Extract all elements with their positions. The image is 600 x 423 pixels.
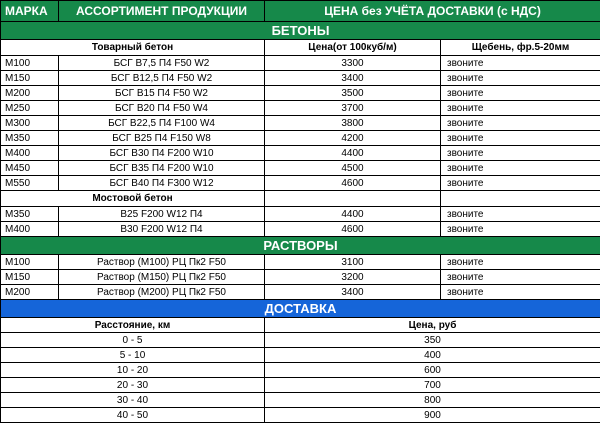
distance-cell: 5 - 10 xyxy=(1,348,265,363)
grade-cell: М150 xyxy=(1,270,59,285)
table-row xyxy=(1,101,600,116)
grade-cell: М300 xyxy=(1,116,59,131)
grade-cell: М150 xyxy=(1,71,59,86)
distance-cell: 40 - 50 xyxy=(1,408,265,423)
product-cell: БСГ В30 П4 F200 W10 xyxy=(59,146,265,161)
grade-cell: М100 xyxy=(1,255,59,270)
gravel-cell: звоните xyxy=(441,131,600,146)
delivery-row xyxy=(1,393,600,408)
section-delivery-title: ДОСТАВКА xyxy=(1,300,600,318)
header-product: АССОРТИМЕНТ ПРОДУКЦИИ xyxy=(59,1,265,22)
grade-cell: М400 xyxy=(1,146,59,161)
delivery-price-cell: 700 xyxy=(265,378,600,393)
grade-cell: М550 xyxy=(1,176,59,191)
gravel-cell: звоните xyxy=(441,176,600,191)
table-row xyxy=(1,207,600,222)
gravel-cell: звоните xyxy=(441,222,600,237)
gravel-cell: звоните xyxy=(441,285,600,300)
header-grade: МАРКА xyxy=(1,1,59,22)
delivery-distance-header: Расстояние, км xyxy=(1,318,265,333)
price-cell: 4200 xyxy=(265,131,441,146)
product-cell: БСГ В22,5 П4 F100 W4 xyxy=(59,116,265,131)
table-row xyxy=(1,131,600,146)
section-concrete xyxy=(1,22,600,40)
table-row xyxy=(1,255,600,270)
product-cell: БСГ В20 П4 F50 W4 xyxy=(59,101,265,116)
gravel-cell: звоните xyxy=(441,116,600,131)
table-row xyxy=(1,285,600,300)
product-cell: БСГ В40 П4 F300 W12 xyxy=(59,176,265,191)
delivery-price-cell: 350 xyxy=(265,333,600,348)
gravel-cell: звоните xyxy=(441,101,600,116)
gravel-cell: звоните xyxy=(441,56,600,71)
grade-cell: М400 xyxy=(1,222,59,237)
subheader-delivery xyxy=(1,318,600,333)
delivery-price-cell: 400 xyxy=(265,348,600,363)
table-row xyxy=(1,146,600,161)
product-cell: В30 F200 W12 П4 xyxy=(59,222,265,237)
gravel-cell: звоните xyxy=(441,255,600,270)
grade-cell: М200 xyxy=(1,86,59,101)
product-cell: БСГ В12,5 П4 F50 W2 xyxy=(59,71,265,86)
subheader-bridge xyxy=(1,191,600,207)
bridge-price-blank xyxy=(265,191,441,207)
section-delivery xyxy=(1,300,600,318)
product-cell: БСГ В7,5 П4 F50 W2 xyxy=(59,56,265,71)
price-cell: 3400 xyxy=(265,71,441,86)
section-concrete-title: БЕТОНЫ xyxy=(1,22,600,40)
subheader-commodity xyxy=(1,40,600,56)
gravel-cell: звоните xyxy=(441,146,600,161)
price-cell: 4500 xyxy=(265,161,441,176)
gravel-cell: звоните xyxy=(441,161,600,176)
table-row xyxy=(1,86,600,101)
price-cell: 3200 xyxy=(265,270,441,285)
section-mortars-title: РАСТВОРЫ xyxy=(1,237,600,255)
price-cell: 4600 xyxy=(265,222,441,237)
commodity-gravel-header: Щебень, фр.5-20мм xyxy=(441,40,600,56)
commodity-title: Товарный бетон xyxy=(1,40,265,56)
product-cell: Раствор (М150) РЦ Пк2 F50 xyxy=(59,270,265,285)
distance-cell: 20 - 30 xyxy=(1,378,265,393)
table-row xyxy=(1,161,600,176)
delivery-row xyxy=(1,378,600,393)
header-price: ЦЕНА без УЧЁТА ДОСТАВКИ (с НДС) xyxy=(265,1,600,22)
section-mortars xyxy=(1,237,600,255)
grade-cell: М350 xyxy=(1,207,59,222)
table-row xyxy=(1,270,600,285)
delivery-row xyxy=(1,408,600,423)
product-cell: БСГ В25 П4 F150 W8 xyxy=(59,131,265,146)
table-row xyxy=(1,176,600,191)
commodity-price-header: Цена(от 100куб/м) xyxy=(265,40,441,56)
table-row xyxy=(1,222,600,237)
price-cell: 4600 xyxy=(265,176,441,191)
gravel-cell: звоните xyxy=(441,86,600,101)
grade-cell: М100 xyxy=(1,56,59,71)
gravel-cell: звоните xyxy=(441,71,600,86)
delivery-price-cell: 600 xyxy=(265,363,600,378)
product-cell: БСГ В15 П4 F50 W2 xyxy=(59,86,265,101)
table-row xyxy=(1,116,600,131)
price-cell: 4400 xyxy=(265,207,441,222)
table-row xyxy=(1,71,600,86)
grade-cell: М200 xyxy=(1,285,59,300)
grade-cell: М450 xyxy=(1,161,59,176)
delivery-price-header: Цена, руб xyxy=(265,318,600,333)
grade-cell: М350 xyxy=(1,131,59,146)
price-cell: 3300 xyxy=(265,56,441,71)
distance-cell: 10 - 20 xyxy=(1,363,265,378)
product-cell: Раствор (М200) РЦ Пк2 F50 xyxy=(59,285,265,300)
gravel-cell: звоните xyxy=(441,207,600,222)
delivery-price-cell: 900 xyxy=(265,408,600,423)
table-header xyxy=(1,1,600,22)
price-cell: 3500 xyxy=(265,86,441,101)
delivery-row xyxy=(1,348,600,363)
product-cell: Раствор (М100) РЦ Пк2 F50 xyxy=(59,255,265,270)
price-cell: 4400 xyxy=(265,146,441,161)
distance-cell: 30 - 40 xyxy=(1,393,265,408)
gravel-cell: звоните xyxy=(441,270,600,285)
price-cell: 3100 xyxy=(265,255,441,270)
delivery-row xyxy=(1,363,600,378)
price-cell: 3800 xyxy=(265,116,441,131)
grade-cell: М250 xyxy=(1,101,59,116)
product-cell: В25 F200 W12 П4 xyxy=(59,207,265,222)
distance-cell: 0 - 5 xyxy=(1,333,265,348)
bridge-gravel-blank xyxy=(441,191,600,207)
delivery-price-cell: 800 xyxy=(265,393,600,408)
price-cell: 3400 xyxy=(265,285,441,300)
table-row xyxy=(1,56,600,71)
delivery-row xyxy=(1,333,600,348)
bridge-title: Мостовой бетон xyxy=(1,191,265,207)
price-cell: 3700 xyxy=(265,101,441,116)
product-cell: БСГ В35 П4 F200 W10 xyxy=(59,161,265,176)
